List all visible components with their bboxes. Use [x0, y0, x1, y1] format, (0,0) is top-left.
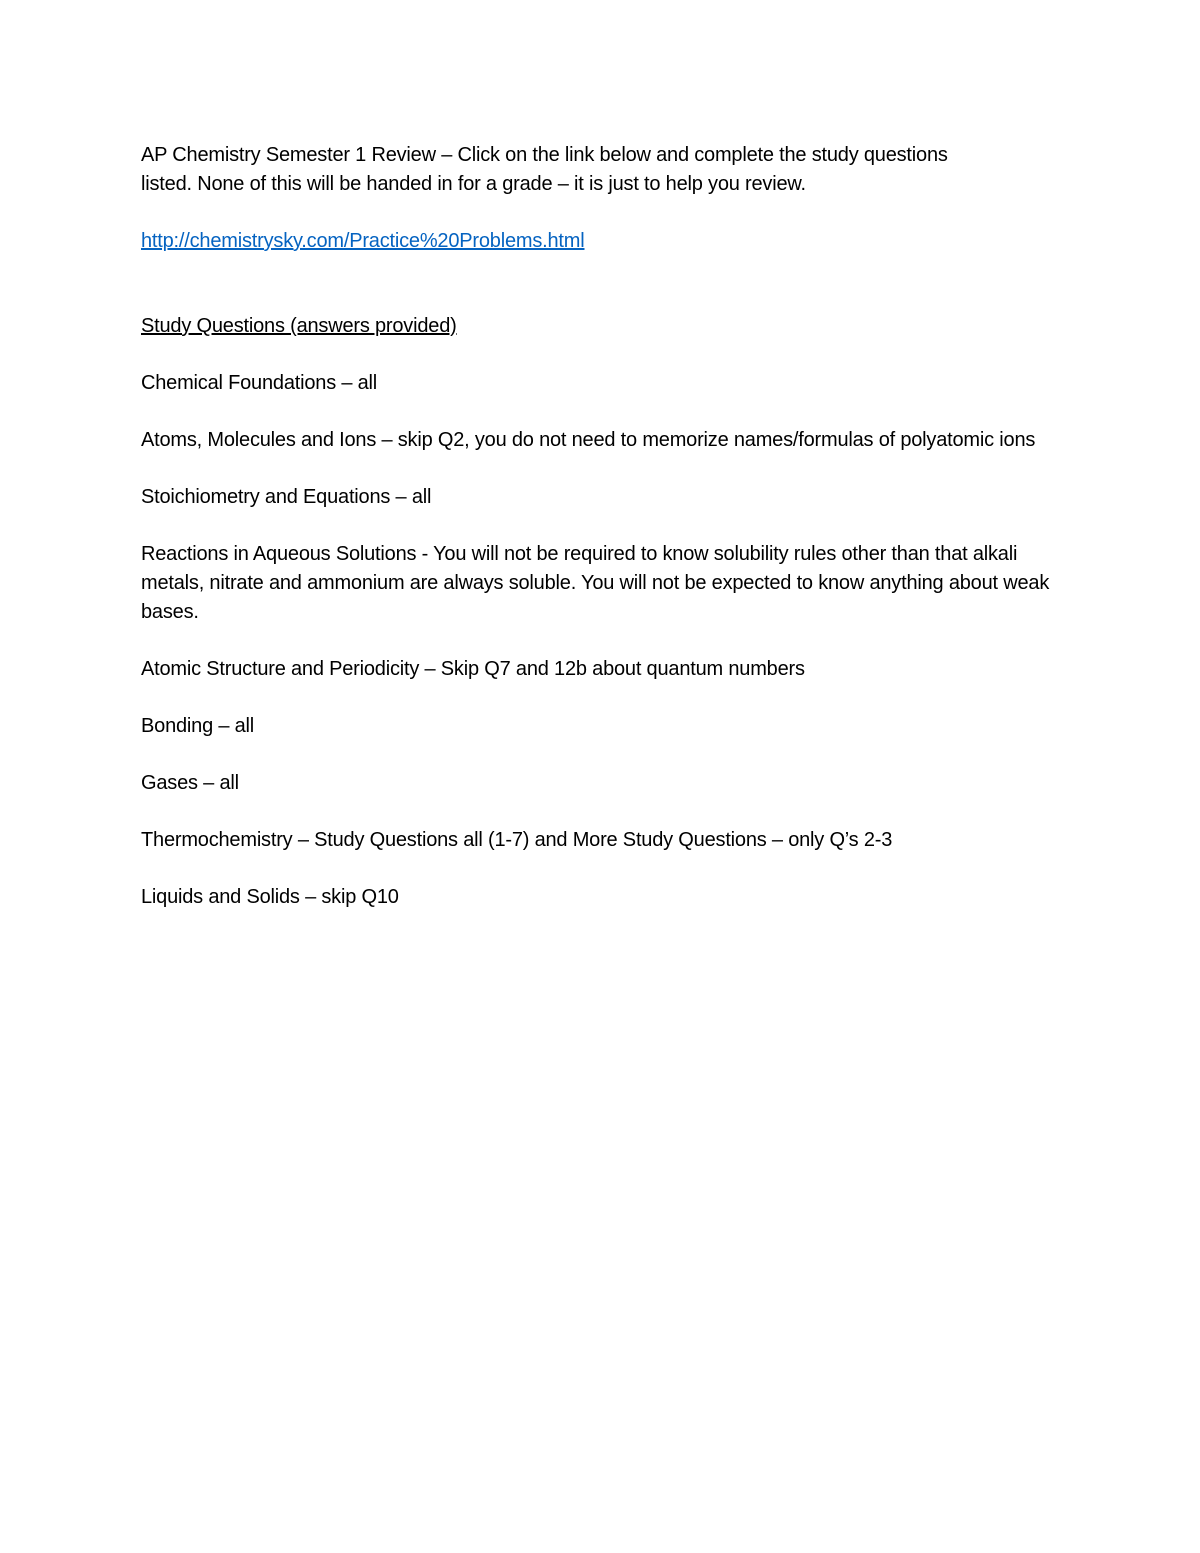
study-item-bonding: Bonding – all — [141, 715, 255, 737]
study-item-liquids-solids: Liquids and Solids – skip Q10 — [141, 886, 399, 908]
study-item-stoichiometry: Stoichiometry and Equations – all — [141, 486, 432, 508]
document-body — [141, 141, 1071, 940]
link-paragraph — [141, 227, 1071, 256]
study-item-gases: Gases – all — [141, 772, 239, 794]
study-item-atomic-structure: Atomic Structure and Periodicity – Skip Q7 and 12b about quantum numbers — [141, 658, 805, 680]
study-item-atoms-molecules-ions: Atoms, Molecules and Ions – skip Q2, you do not need to memorize names/formulas of polyatomic ions — [141, 429, 1036, 451]
intro-line-1: AP Chemistry Semester 1 Review – Click on the link below and complete the study questions — [141, 144, 948, 166]
study-item-chemical-foundations: Chemical Foundations – all — [141, 372, 378, 394]
intro-line-2: listed. None of this will be handed in for a grade – it is just to help you review. — [141, 173, 806, 195]
practice-problems-link[interactable]: http://chemistrysky.com/Practice%20Problems.html — [141, 230, 585, 252]
section-heading: Study Questions (answers provided) — [141, 315, 457, 337]
intro-paragraph — [141, 141, 1071, 199]
study-item-aqueous-reactions: Reactions in Aqueous Solutions - You will not be required to know solubility rules other than that alkali metals, nitrate and ammonium are always soluble. You will not be expected to know anything about weak bases. — [141, 543, 1050, 623]
study-item-thermochemistry: Thermochemistry – Study Questions all (1-7) and More Study Questions – only Q’s 2-3 — [141, 829, 893, 851]
